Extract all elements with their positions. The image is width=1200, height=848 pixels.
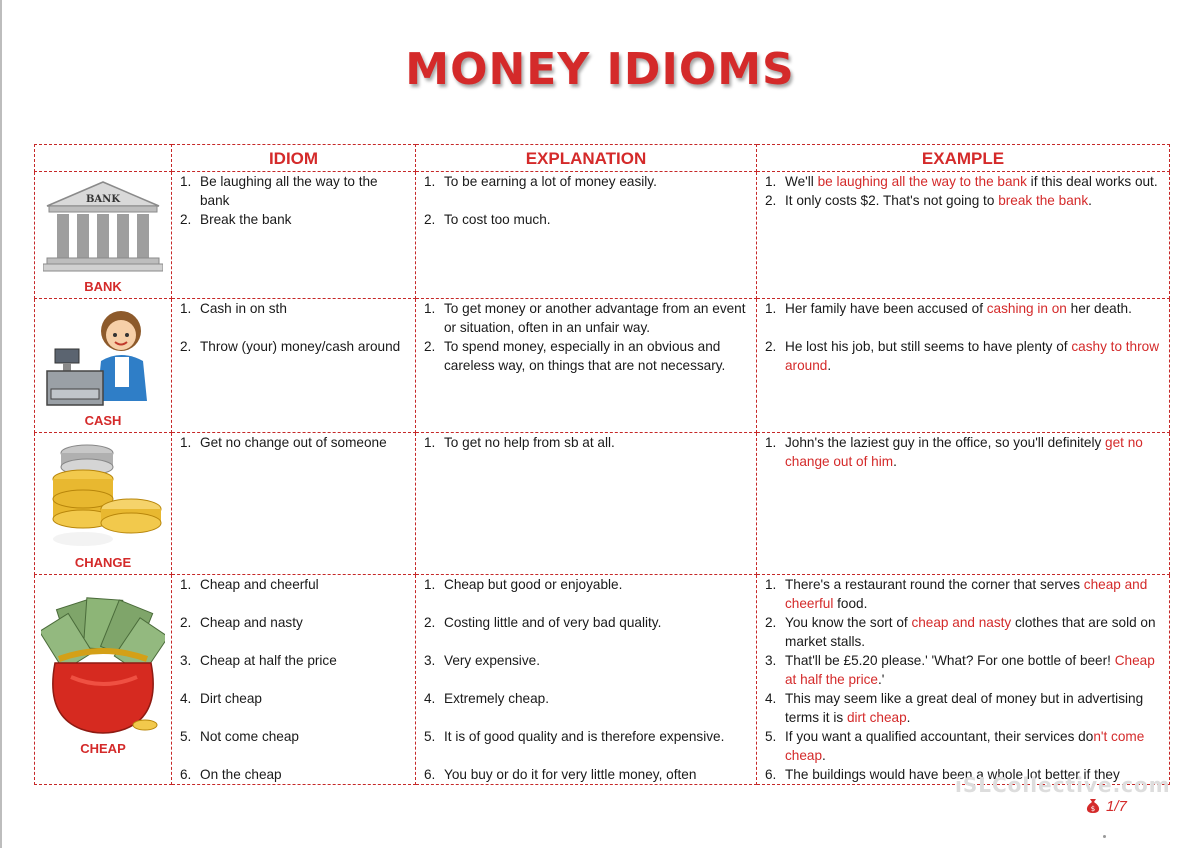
explanation-list bbox=[416, 433, 756, 452]
list-item: 3. Cheap at half the price bbox=[180, 653, 337, 668]
explanation-cell bbox=[416, 433, 757, 575]
list-item: 4. Dirt cheap bbox=[180, 691, 262, 706]
picture-label: CASH bbox=[84, 413, 122, 428]
explanation-list bbox=[416, 299, 756, 375]
explanation-cell bbox=[416, 575, 757, 785]
list-item: 1. To get no help from sb at all. bbox=[424, 435, 615, 450]
picture-cell bbox=[35, 433, 172, 575]
purse-icon bbox=[41, 597, 165, 737]
explanation-list bbox=[416, 575, 756, 784]
picture-label: BANK bbox=[84, 279, 122, 294]
explanation-cell bbox=[416, 299, 757, 433]
example-list bbox=[757, 575, 1169, 784]
example-cell bbox=[757, 575, 1170, 785]
list-item: 4. Extremely cheap. bbox=[424, 691, 550, 706]
list-item: 1. Her family have been accused of cashing in on her death. bbox=[765, 301, 1132, 316]
list-item: 1. There's a restaurant round the corner that serves cheap and cheerful food. bbox=[765, 577, 1148, 611]
list-item: 1. To be earning a lot of money easily. bbox=[424, 174, 657, 189]
page-title: MONEY IDIOMS bbox=[405, 44, 795, 95]
list-item: 2. To spend money, especially in an obvious and careless way, on things that are not necessary. bbox=[424, 339, 726, 373]
header-row bbox=[35, 145, 1170, 172]
list-item: 6. The buildings would have been a whole lot better if they bbox=[765, 767, 1120, 782]
list-item: 1. Cheap but good or enjoyable. bbox=[424, 577, 623, 592]
coins-icon bbox=[43, 439, 163, 549]
table-row-cash bbox=[35, 299, 1170, 433]
highlighted-idiom: Cheap at half the price bbox=[785, 653, 1155, 687]
idiom-cell bbox=[172, 299, 416, 433]
table-row-cheap bbox=[35, 575, 1170, 785]
idiom-cell bbox=[172, 433, 416, 575]
list-item: 5. It is of good quality and is therefore expensive. bbox=[424, 729, 725, 744]
example-list bbox=[757, 172, 1169, 210]
watermark: iSLCollective.com bbox=[955, 773, 1171, 797]
list-item: 2. Throw (your) money/cash around bbox=[180, 339, 401, 354]
list-item: 1. We'll be laughing all the way to the bank if this deal works out. bbox=[765, 174, 1158, 189]
list-item: 2. He lost his job, but still seems to have plenty of cashy to throw around. bbox=[765, 339, 1160, 373]
highlighted-idiom: cheap and nasty bbox=[911, 615, 1012, 630]
picture-cell bbox=[35, 575, 172, 785]
list-item: 1. John's the laziest guy in the office, so you'll definitely get no change out of him. bbox=[765, 435, 1143, 469]
cashier-icon bbox=[43, 305, 163, 409]
list-item: 2. You know the sort of cheap and nasty clothes that are sold on market stalls. bbox=[765, 615, 1156, 649]
list-item: 4. This may seem like a great deal of money but in advertising terms it is dirt cheap. bbox=[765, 691, 1144, 725]
table-row-change bbox=[35, 433, 1170, 575]
list-item: 1. Cheap and cheerful bbox=[180, 577, 319, 592]
header-idiom: IDIOM bbox=[172, 145, 416, 172]
decorative-dot bbox=[1103, 835, 1106, 838]
picture-cell bbox=[35, 172, 172, 299]
list-item: 1. Cash in on sth bbox=[180, 301, 287, 316]
table-row-bank bbox=[35, 172, 1170, 299]
page-left-edge bbox=[0, 0, 2, 848]
bank-sign: BANK bbox=[85, 194, 121, 205]
idiom-list bbox=[172, 172, 415, 229]
highlighted-idiom: cashing in on bbox=[986, 301, 1067, 316]
highlighted-idiom: dirt cheap bbox=[846, 710, 907, 725]
list-item: 3. That'll be £5.20 please.' 'What? For one bottle of beer! Cheap at half the price.' bbox=[765, 653, 1155, 687]
list-item: 1. Get no change out of someone bbox=[180, 435, 387, 450]
header-picture bbox=[35, 145, 172, 172]
example-cell bbox=[757, 299, 1170, 433]
list-item: 1. To get money or another advantage from an event or situation, often in an unfair way. bbox=[424, 301, 746, 335]
header-example: EXAMPLE bbox=[757, 145, 1170, 172]
list-item: 1. Be laughing all the way to the bank bbox=[180, 174, 378, 208]
idiom-list bbox=[172, 433, 415, 452]
picture-cell bbox=[35, 299, 172, 433]
list-item: 6. You buy or do it for very little money, often bbox=[424, 767, 697, 782]
page-number: 1/7 bbox=[1106, 798, 1127, 815]
list-item: 2. To cost too much. bbox=[424, 212, 551, 227]
explanation-list bbox=[416, 172, 756, 229]
highlighted-idiom: cashy to throw around bbox=[785, 339, 1160, 373]
list-item: 2. Cheap and nasty bbox=[180, 615, 303, 630]
highlighted-idiom: break the bank bbox=[998, 193, 1089, 208]
idiom-list bbox=[172, 299, 415, 356]
example-list bbox=[757, 299, 1169, 375]
highlighted-idiom: get no change out of him bbox=[785, 435, 1143, 469]
svg-text:$: $ bbox=[1090, 805, 1096, 813]
list-item: 5. Not come cheap bbox=[180, 729, 299, 744]
highlighted-idiom: cheap and cheerful bbox=[785, 577, 1148, 611]
explanation-cell bbox=[416, 172, 757, 299]
moneybag-icon bbox=[1086, 798, 1100, 819]
picture-label: CHANGE bbox=[74, 555, 132, 570]
idiom-cell bbox=[172, 575, 416, 785]
picture-label: CHEAP bbox=[80, 741, 126, 756]
list-item: 3. Very expensive. bbox=[424, 653, 540, 668]
header-explanation: EXPLANATION bbox=[416, 145, 757, 172]
list-item: 2. Costing little and of very bad quality. bbox=[424, 615, 662, 630]
idiom-cell bbox=[172, 172, 416, 299]
example-cell bbox=[757, 172, 1170, 299]
example-list bbox=[757, 433, 1169, 471]
list-item: 2. Break the bank bbox=[180, 212, 292, 227]
list-item: 2. It only costs $2. That's not going to break the bank. bbox=[765, 193, 1092, 208]
highlighted-idiom: n't come cheap bbox=[785, 729, 1145, 763]
example-cell bbox=[757, 433, 1170, 575]
idioms-table bbox=[34, 144, 1170, 785]
list-item: 5. If you want a qualified accountant, their services don't come cheap. bbox=[765, 729, 1145, 763]
list-item: 6. On the cheap bbox=[180, 767, 282, 782]
highlighted-idiom: be laughing all the way to the bank bbox=[817, 174, 1027, 189]
idiom-list bbox=[172, 575, 415, 784]
